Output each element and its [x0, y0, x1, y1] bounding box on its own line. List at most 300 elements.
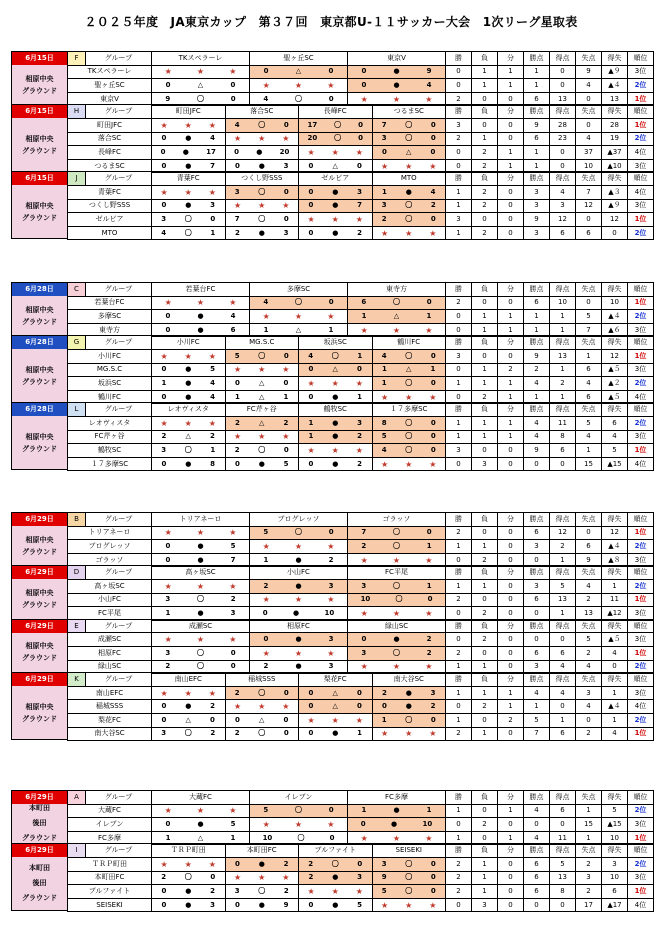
match-result-cell: [372, 146, 446, 160]
stat-cell: 9: [524, 213, 550, 227]
stat-cell: 0: [498, 857, 524, 871]
score: [226, 859, 299, 870]
score: [250, 541, 347, 552]
result-mark: △: [259, 378, 265, 387]
score: [152, 311, 249, 322]
goals-against: 0: [430, 147, 436, 156]
rank-cell: 4位: [628, 457, 654, 471]
result-mark: 〇: [295, 528, 302, 537]
score: [373, 688, 446, 699]
star-icon: ★: [294, 648, 303, 658]
goals-against: 5: [357, 900, 363, 909]
score: [250, 80, 347, 91]
match-result-cell: [348, 804, 446, 818]
stat-cell: 17: [576, 898, 602, 912]
goals-against: 1: [357, 392, 363, 401]
goals-for: 3: [161, 214, 167, 223]
stat-cell: 2: [498, 363, 524, 377]
result-mark: ●: [293, 608, 300, 617]
score: [152, 378, 225, 389]
match-result-cell: [299, 871, 373, 885]
opponent-header: 町田JFC: [152, 105, 226, 119]
match-result-cell: [152, 457, 226, 471]
group-info: [11, 512, 68, 566]
stat-cell: 0: [498, 607, 524, 621]
score: [226, 701, 299, 712]
stat-cell: 1: [472, 65, 498, 79]
goals-for: 0: [308, 729, 314, 738]
rank-cell: 1位: [628, 526, 654, 540]
team-name: 東京V: [68, 92, 152, 106]
match-result-cell: [372, 363, 446, 377]
result-mark: ●: [295, 662, 302, 671]
team-name: 鶴川FC: [68, 390, 152, 404]
stat-cell: 9: [524, 444, 550, 458]
star-icon: ★: [355, 445, 363, 455]
goals-for: 3: [361, 648, 367, 657]
stat-cell: 1: [472, 686, 498, 700]
stat-cell: 1: [550, 310, 576, 324]
stat-header: 失点: [576, 172, 602, 186]
match-result-cell: [152, 226, 226, 240]
team-name: 成瀬SC: [68, 633, 152, 647]
goals-against: 2: [210, 702, 216, 711]
match-result-cell: [225, 457, 299, 471]
score: [250, 608, 347, 619]
stat-header: 分: [498, 283, 524, 297]
result-mark: △: [393, 311, 400, 320]
stat-cell: 13: [576, 607, 602, 621]
stat-cell: 7: [576, 185, 602, 199]
stat-cell: 3: [472, 898, 498, 912]
score: [348, 555, 445, 566]
team-name: 長峰FC: [68, 146, 152, 160]
match-result-cell: [250, 579, 348, 593]
stat-cell: 1: [550, 323, 576, 337]
opponent-header: MG.S.C: [225, 336, 299, 350]
table-row: [68, 593, 654, 607]
stat-cell: 1: [576, 349, 602, 363]
stat-header: 分: [498, 52, 524, 66]
stat-cell: 1: [576, 444, 602, 458]
score: [250, 661, 347, 672]
goals-for: 1: [381, 378, 387, 387]
stat-header: 得失: [602, 566, 628, 580]
stat-cell: 1: [472, 885, 498, 899]
stat-header: 失点: [576, 283, 602, 297]
self-match-cell: [299, 146, 373, 160]
stat-cell: 0: [498, 132, 524, 146]
star-icon: ★: [233, 201, 242, 211]
score: [299, 378, 372, 389]
score: [348, 527, 445, 538]
table-row: [68, 633, 654, 647]
result-mark: △: [406, 147, 412, 156]
match-result-cell: [152, 79, 250, 93]
result-mark: 〇: [258, 214, 266, 223]
score: [226, 872, 299, 883]
stat-cell: 0: [576, 526, 602, 540]
stat-cell: 3: [576, 686, 602, 700]
goals-against: 0: [357, 702, 362, 711]
result-mark: ●: [258, 228, 265, 237]
score: [299, 161, 372, 172]
group-label: グループ: [86, 619, 152, 633]
self-match-cell: [225, 363, 299, 377]
score: [373, 445, 446, 456]
match-result-cell: [225, 213, 299, 227]
goals-for: 0: [361, 80, 367, 89]
star-icon: ★: [392, 608, 401, 618]
score: [348, 325, 445, 336]
goals-for: 0: [308, 459, 314, 468]
table-row: [68, 377, 654, 391]
stat-cell: 1: [498, 804, 524, 818]
goals-for: 7: [234, 214, 240, 223]
star-icon: ★: [360, 325, 368, 335]
result-mark: 〇: [331, 351, 339, 360]
star-icon: ★: [229, 581, 237, 591]
star-icon: ★: [160, 859, 168, 869]
stat-cell: 0: [446, 323, 472, 337]
result-mark: △: [197, 80, 204, 89]
goals-against: 4: [210, 392, 216, 401]
result-mark: ●: [182, 147, 189, 156]
team-name: 若葉台FC: [68, 296, 152, 310]
stat-header: 得点: [550, 105, 576, 119]
opponent-header: 多摩SC: [250, 283, 348, 297]
score: [152, 228, 225, 239]
opponent-header: 小山FC: [250, 566, 348, 580]
goals-for: 4: [381, 445, 387, 454]
score: [226, 728, 299, 739]
stat-cell: 0: [550, 457, 576, 471]
stat-cell: 1: [602, 686, 628, 700]
stat-cell: 1: [472, 79, 498, 93]
match-date: 6月29日: [12, 620, 67, 633]
star-icon: ★: [380, 228, 389, 238]
rank-cell: 1位: [628, 296, 654, 310]
opponent-header: １７多摩SC: [372, 403, 446, 417]
score: [348, 648, 445, 659]
match-result-cell: [348, 79, 446, 93]
result-mark: △: [185, 432, 191, 441]
star-icon: ★: [196, 528, 205, 538]
team-name: 梨花FC: [68, 713, 152, 727]
score: [152, 634, 249, 645]
score: [299, 351, 372, 362]
stat-cell: 4: [576, 579, 602, 593]
score: [152, 527, 249, 538]
stat-cell: 8: [550, 885, 576, 899]
result-mark: △: [259, 392, 265, 401]
group-table: [67, 843, 654, 912]
goals-against: 0: [358, 120, 363, 129]
self-match-cell: [299, 213, 373, 227]
table-row: [68, 349, 654, 363]
goals-for: 1: [165, 608, 171, 617]
score: [152, 819, 249, 830]
stat-cell: 5: [576, 633, 602, 647]
stat-header: 順位: [628, 844, 654, 858]
goals-against: 2: [357, 228, 363, 237]
match-result-cell: [372, 871, 446, 885]
result-mark: 〇: [184, 729, 192, 738]
stat-cell: 1: [472, 660, 498, 674]
star-icon: ★: [425, 555, 433, 565]
stat-cell: 3: [524, 226, 550, 240]
star-icon: ★: [307, 715, 315, 725]
result-mark: ●: [332, 187, 339, 196]
opponent-header: 成瀬SC: [152, 619, 250, 633]
group-block: [11, 512, 653, 566]
star-icon: ★: [405, 392, 413, 402]
match-result-cell: [299, 416, 373, 430]
stat-header: 順位: [628, 336, 654, 350]
group-info: [11, 171, 68, 239]
stat-cell: 1: [524, 146, 550, 160]
stat-cell: 12: [602, 526, 628, 540]
goals-for: 1: [235, 392, 240, 401]
stat-header: 得点: [550, 791, 576, 805]
goals-for: 1: [361, 806, 367, 815]
result-mark: 〇: [184, 214, 192, 223]
opponent-header: 鶴川FC: [372, 336, 446, 350]
star-icon: ★: [425, 608, 433, 618]
score: [299, 228, 372, 239]
goals-against: 0: [230, 648, 236, 657]
goals-against: 0: [357, 161, 362, 170]
stat-cell: 1: [446, 416, 472, 430]
match-result-cell: [225, 713, 299, 727]
score: [250, 805, 347, 816]
star-icon: ★: [233, 365, 242, 375]
result-mark: ●: [197, 608, 204, 617]
stat-cell: ▲37: [602, 146, 628, 160]
match-result-cell: [152, 593, 250, 607]
team-name: ブログレッソ: [68, 540, 152, 554]
stat-header: 得失: [602, 336, 628, 350]
stat-cell: 28: [602, 118, 628, 132]
goals-against: 4: [210, 134, 216, 143]
star-icon: ★: [429, 161, 437, 171]
goals-for: 2: [263, 581, 269, 590]
stat-cell: 0: [446, 310, 472, 324]
table-row: [68, 646, 654, 660]
match-result-cell: [225, 226, 299, 240]
stat-header: 勝点: [524, 105, 550, 119]
goals-against: 3: [357, 187, 363, 196]
stat-cell: 4: [524, 430, 550, 444]
goals-for: 3: [381, 134, 387, 143]
stat-header: 得失: [602, 619, 628, 633]
stat-cell: 1: [498, 430, 524, 444]
score: [299, 392, 372, 403]
stat-cell: 4: [524, 804, 550, 818]
opponent-header: 若葉台FC: [152, 283, 250, 297]
goals-against: 3: [210, 201, 216, 210]
goals-against: 0: [430, 378, 436, 387]
opponent-header: イレブン: [250, 791, 348, 805]
stat-cell: 4: [602, 727, 628, 741]
venue-line: 相原中央: [25, 432, 54, 441]
stat-header: 分: [498, 619, 524, 633]
opponent-header: FC平尾: [348, 566, 446, 580]
group-letter: G: [68, 336, 86, 350]
score: [373, 133, 446, 144]
stat-cell: 0: [498, 633, 524, 647]
stat-header: 勝点: [524, 283, 550, 297]
stat-header: 勝: [446, 566, 472, 580]
venue: [12, 526, 67, 565]
stat-cell: 1: [498, 310, 524, 324]
goals-against: 2: [210, 886, 216, 895]
opponent-header: 東京V: [348, 52, 446, 66]
star-icon: ★: [160, 688, 168, 698]
goals-for: 1: [382, 365, 387, 374]
team-name: ゴラッソ: [68, 553, 152, 567]
stat-cell: 3: [524, 199, 550, 213]
stat-header: 勝: [446, 283, 472, 297]
stat-cell: 28: [550, 118, 576, 132]
score: [299, 728, 372, 739]
stat-cell: 0: [446, 457, 472, 471]
star-icon: ★: [380, 459, 389, 469]
star-icon: ★: [360, 833, 368, 843]
match-date: 6月28日: [12, 403, 67, 416]
opponent-header: 南山EFC: [152, 673, 226, 687]
score: [348, 634, 445, 645]
self-match-cell: [152, 804, 250, 818]
stat-cell: ▲12: [602, 607, 628, 621]
group-label: グループ: [86, 791, 152, 805]
stat-cell: 0: [576, 92, 602, 106]
score: [348, 581, 445, 592]
match-result-cell: [225, 885, 299, 899]
score: [373, 228, 446, 239]
match-result-cell: [372, 132, 446, 146]
stat-cell: 11: [550, 831, 576, 845]
stat-header: 勝: [446, 105, 472, 119]
stat-cell: 0: [524, 898, 550, 912]
rank-cell: 1位: [628, 831, 654, 845]
stat-header: 失点: [576, 52, 602, 66]
goals-against: 0: [328, 298, 334, 307]
goals-for: 5: [263, 528, 269, 537]
result-mark: ●: [405, 702, 412, 711]
stat-cell: 6: [576, 226, 602, 240]
stat-cell: 2: [576, 727, 602, 741]
stat-cell: 1: [498, 146, 524, 160]
result-mark: ●: [391, 819, 398, 828]
goals-for: 5: [234, 351, 240, 360]
stat-cell: 4: [576, 660, 602, 674]
stat-header: 負: [472, 105, 498, 119]
star-icon: ★: [184, 351, 192, 361]
goals-for: 0: [382, 147, 387, 156]
stat-cell: 5: [576, 310, 602, 324]
stat-cell: 0: [472, 831, 498, 845]
self-match-cell: [152, 579, 250, 593]
group-letter: J: [68, 172, 86, 186]
score: [348, 819, 445, 830]
league-section: [11, 51, 653, 239]
stat-cell: 12: [602, 213, 628, 227]
result-mark: 〇: [197, 94, 204, 103]
stat-cell: 0: [446, 553, 472, 567]
result-mark: ●: [197, 819, 204, 828]
stat-cell: 0: [550, 146, 576, 160]
score: [152, 555, 249, 566]
goals-against: 0: [283, 715, 289, 724]
stat-cell: 8: [550, 430, 576, 444]
result-mark: ●: [258, 459, 265, 468]
stat-cell: 1: [446, 831, 472, 845]
goals-against: 0: [430, 120, 436, 129]
goals-against: 1: [426, 541, 432, 550]
result-mark: 〇: [393, 528, 400, 537]
match-result-cell: [372, 199, 446, 213]
group-info: [11, 402, 68, 470]
stat-header: 負: [472, 52, 498, 66]
stat-cell: 0: [498, 185, 524, 199]
stat-cell: 2: [446, 296, 472, 310]
score: [226, 133, 299, 144]
stat-cell: 1: [498, 159, 524, 173]
stat-cell: 1: [550, 553, 576, 567]
match-result-cell: [299, 700, 373, 714]
stat-cell: 13: [550, 871, 576, 885]
rank-cell: 3位: [628, 65, 654, 79]
score: [250, 325, 347, 336]
self-match-cell: [225, 430, 299, 444]
result-mark: 〇: [405, 859, 413, 868]
star-icon: ★: [355, 147, 363, 157]
score: [348, 94, 445, 105]
stat-cell: 15: [576, 818, 602, 832]
star-icon: ★: [184, 859, 192, 869]
goals-against: 3: [430, 688, 436, 697]
score: [152, 728, 225, 739]
group-block: [11, 282, 653, 336]
star-icon: ★: [164, 635, 172, 645]
group-table: [67, 512, 654, 567]
group-table: [67, 619, 654, 674]
stat-cell: 2: [446, 593, 472, 607]
result-mark: ●: [185, 886, 192, 895]
match-date: 6月28日: [12, 283, 67, 296]
star-icon: ★: [294, 311, 303, 321]
star-icon: ★: [208, 418, 216, 428]
stat-cell: 1: [524, 79, 550, 93]
team-name: レオヴィスタ: [68, 416, 152, 430]
group-table: [67, 51, 654, 106]
match-result-cell: [152, 377, 226, 391]
score: [152, 418, 225, 429]
stat-cell: ▲９: [602, 65, 628, 79]
stat-header: 得点: [550, 566, 576, 580]
stat-cell: 3: [446, 213, 472, 227]
opponent-header: ブログレッソ: [250, 513, 348, 527]
opponent-header: 大蔵FC: [152, 791, 250, 805]
stat-header: 得点: [550, 172, 576, 186]
star-icon: ★: [229, 635, 237, 645]
score: [152, 187, 225, 198]
stat-header: 負: [472, 403, 498, 417]
stat-cell: 1: [576, 831, 602, 845]
result-mark: ●: [185, 161, 192, 170]
score: [373, 378, 446, 389]
